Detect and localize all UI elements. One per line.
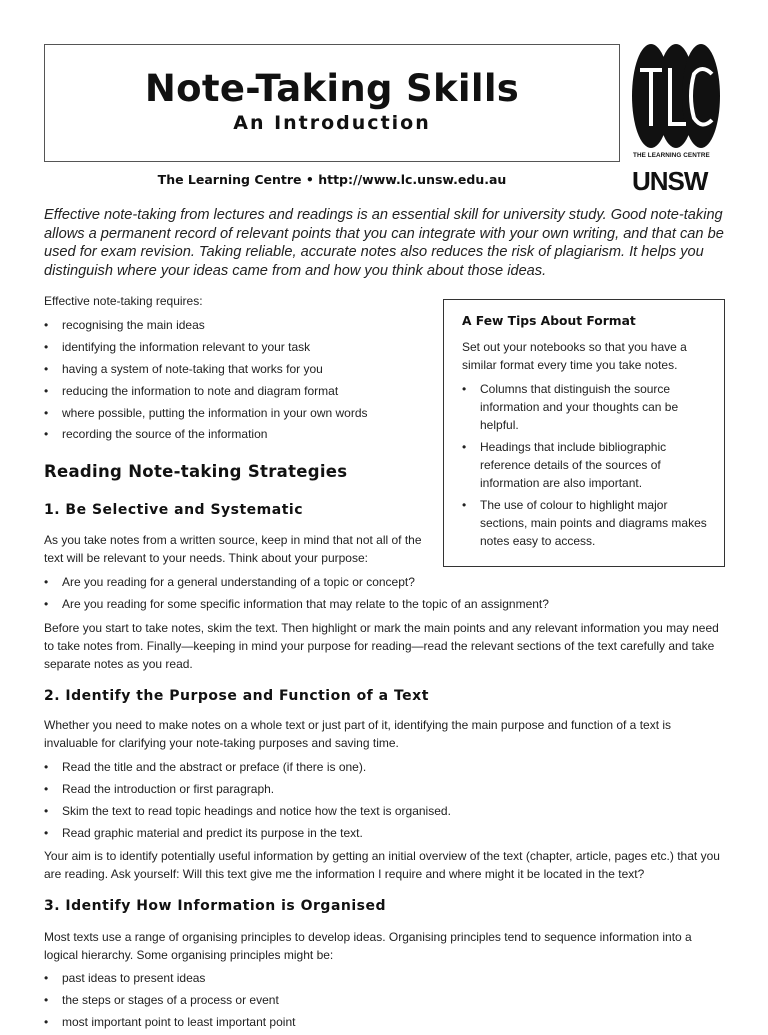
intro-paragraph: Effective note-taking from lectures and readings is an essential skill for university study. Good note-taking allows a permanent record of relevant points that you can integrate with your own writing, and that can be used for exam revision. Taking reliable, accurate notes also reduces the risk of plagiarism. It helps you distinguish where your ideas came from and how you think about those ideas. bbox=[44, 207, 724, 279]
list-item: • the steps or stages of a process or event bbox=[44, 991, 734, 1009]
section-2-list bbox=[44, 758, 734, 846]
website-line: The Learning Centre • http://www.lc.unsw.edu.au bbox=[157, 172, 507, 187]
section-1-heading: 1. Be Selective and Systematic bbox=[44, 502, 303, 518]
section-3-heading: 3. Identify How Information is Organised bbox=[44, 898, 387, 914]
title-box bbox=[44, 44, 620, 162]
section-2-heading: 2. Identify the Purpose and Function of a Text bbox=[44, 688, 429, 704]
list-item: • Read graphic material and predict its purpose in the text. bbox=[44, 824, 734, 842]
tips-box bbox=[443, 299, 725, 567]
tips-intro: Set out your notebooks so that you have a similar format every time you take notes. bbox=[462, 340, 687, 372]
strategies-heading: Reading Note-taking Strategies bbox=[44, 462, 348, 481]
list-item: • Columns that distinguish the source information and your thoughts can be helpful. bbox=[462, 380, 708, 434]
list-item: • reducing the information to note and diagram format bbox=[44, 382, 434, 400]
requirements-list bbox=[44, 316, 434, 443]
section-1-list bbox=[44, 573, 734, 617]
section-2-paragraph-2: Your aim is to identify potentially useful information by getting an initial overview of the text (chapter, article, pages etc.) that you are reading. Ask yourself: Will this text give me the information I require and where might it be located in the text? bbox=[44, 849, 720, 881]
list-item: • identifying the information relevant to your task bbox=[44, 338, 434, 356]
page-title: Note-Taking Skills bbox=[144, 67, 520, 110]
section-1-paragraph-1: As you take notes from a written source, keep in mind that not all of the text will be relevant to your needs. Think about your purpose: bbox=[44, 533, 422, 565]
list-item: • The use of colour to highlight major sections, main points and diagrams makes notes easy to access. bbox=[462, 496, 708, 550]
requirements-intro: Effective note-taking requires: bbox=[44, 294, 203, 308]
unsw-logo: UNSW bbox=[632, 166, 708, 196]
tips-title: A Few Tips About Format bbox=[462, 314, 636, 328]
section-3-paragraph-1: Most texts use a range of organising principles to develop ideas. Organising principles tend to sequence information into a logical hierarchy. Some organising principles might be: bbox=[44, 930, 692, 962]
list-item: • Are you reading for a general understanding of a topic or concept? bbox=[44, 573, 734, 591]
list-item: • Read the introduction or first paragraph. bbox=[44, 780, 734, 798]
list-item: • Are you reading for some specific information that may relate to the topic of an assignment? bbox=[44, 595, 734, 613]
list-item: • Skim the text to read topic headings and notice how the text is organised. bbox=[44, 802, 734, 820]
requirements-section bbox=[44, 292, 434, 447]
page-subtitle: An Introduction bbox=[233, 112, 431, 134]
section-2-paragraph-1: Whether you need to make notes on a whole text or just part of it, identifying the main purpose and function of a text is invaluable for clarifying your note-taking purposes and saving time. bbox=[44, 718, 672, 750]
list-item: • Headings that include bibliographic reference details of the sources of information are also important. bbox=[462, 438, 708, 492]
section-3-list bbox=[44, 969, 734, 1035]
list-item: • most important point to least important point bbox=[44, 1013, 734, 1031]
list-item: • recording the source of the information bbox=[44, 425, 434, 443]
list-item: • where possible, putting the information in your own words bbox=[44, 404, 434, 422]
logo-caption: THE LEARNING CENTRE bbox=[633, 152, 710, 159]
list-item: • past ideas to present ideas bbox=[44, 969, 734, 987]
list-item: • Read the title and the abstract or preface (if there is one). bbox=[44, 758, 734, 776]
list-item: • having a system of note-taking that works for you bbox=[44, 360, 434, 378]
section-1-paragraph-2: Before you start to take notes, skim the text. Then highlight or mark the main points and any relevant information you may need to take notes from. Finally—keeping in mind your purpose for reading—read the relevant sections of the text carefully and take separate notes as you read. bbox=[44, 621, 719, 671]
list-item: • recognising the main ideas bbox=[44, 316, 434, 334]
